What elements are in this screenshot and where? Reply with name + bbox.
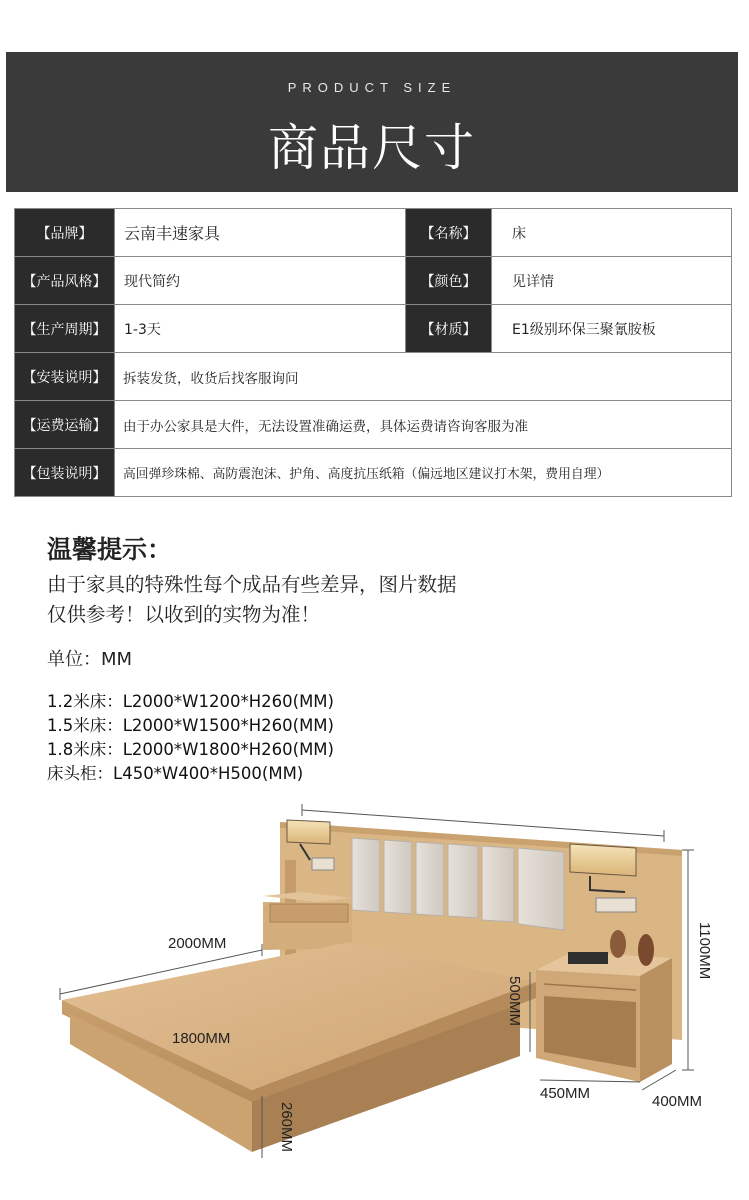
dim-label-nightstand-length: 450MM [540,1085,591,1102]
bed-platform [62,942,536,1152]
dimension-list [47,690,727,786]
dim-label-nightstand-depth: 400MM [652,1093,703,1110]
dimension-item: 1.5米床：L2000*W1500*H260(MM) [47,716,334,735]
spec-row-brand [15,209,732,257]
spec-label-packaging: 【包装说明】 [15,449,115,497]
tip-line-1: 由于家具的特殊性每个成品有些差异，图片数据 [47,573,457,596]
dim-label-length: 2000MM [168,935,227,952]
spec-value-name: 床 [492,209,732,257]
bed-illustration [0,800,749,1200]
spec-label-material: 【材质】 [406,305,492,353]
header-subtitle: PRODUCT SIZE [287,80,457,95]
spec-row-cycle [15,305,732,353]
dim-label-width: 1800MM [172,1030,231,1047]
spec-row-shipping [15,401,732,449]
spec-label-shipping: 【运费运输】 [15,401,115,449]
dimension-item: 1.2米床：L2000*W1200*H260(MM) [47,692,334,711]
spec-row-packaging [15,449,732,497]
spec-label-brand: 【品牌】 [15,209,115,257]
tip-title: 温馨提示： [47,535,173,564]
spec-value-style: 现代简约 [115,257,406,305]
spec-value-install: 拆装发货，收货后找客服询问 [115,353,732,401]
spec-label-cycle: 【生产周期】 [15,305,115,353]
dim-label-nightstand-height: 500MM [506,976,523,1027]
unit-label: 单位：MM [47,649,133,670]
dim-label-headboard-height: 1100MM [696,922,713,980]
spec-label-install: 【安装说明】 [15,353,115,401]
dim-label-bed-height: 260MM [278,1102,295,1153]
spec-value-color: 见详情 [492,257,732,305]
spec-value-brand: 云南丰速家具 [115,209,406,257]
header-banner [6,52,738,192]
header-title: 商品尺寸 [268,119,476,177]
spec-value-cycle: 1-3天 [115,305,406,353]
dimension-item: 床头柜：L450*W400*H500(MM) [47,764,304,783]
tip-line-2: 仅供参考！以收到的实物为准！ [47,603,321,626]
spec-label-style: 【产品风格】 [15,257,115,305]
notes-section [47,530,727,786]
dimension-item: 1.8米床：L2000*W1800*H260(MM) [47,740,334,759]
spec-row-install [15,353,732,401]
spec-value-material: E1级别环保三聚氰胺板 [492,305,732,353]
spec-label-color: 【颜色】 [406,257,492,305]
spec-table [14,208,732,497]
spec-value-shipping: 由于办公家具是大件，无法设置准确运费，具体运费请咨询客服为准 [115,401,732,449]
spec-row-style [15,257,732,305]
spec-value-packaging: 高回弹珍珠棉、高防震泡沫、护角、高度抗压纸箱（偏远地区建议打木架，费用自理） [115,449,732,497]
spec-label-name: 【名称】 [406,209,492,257]
